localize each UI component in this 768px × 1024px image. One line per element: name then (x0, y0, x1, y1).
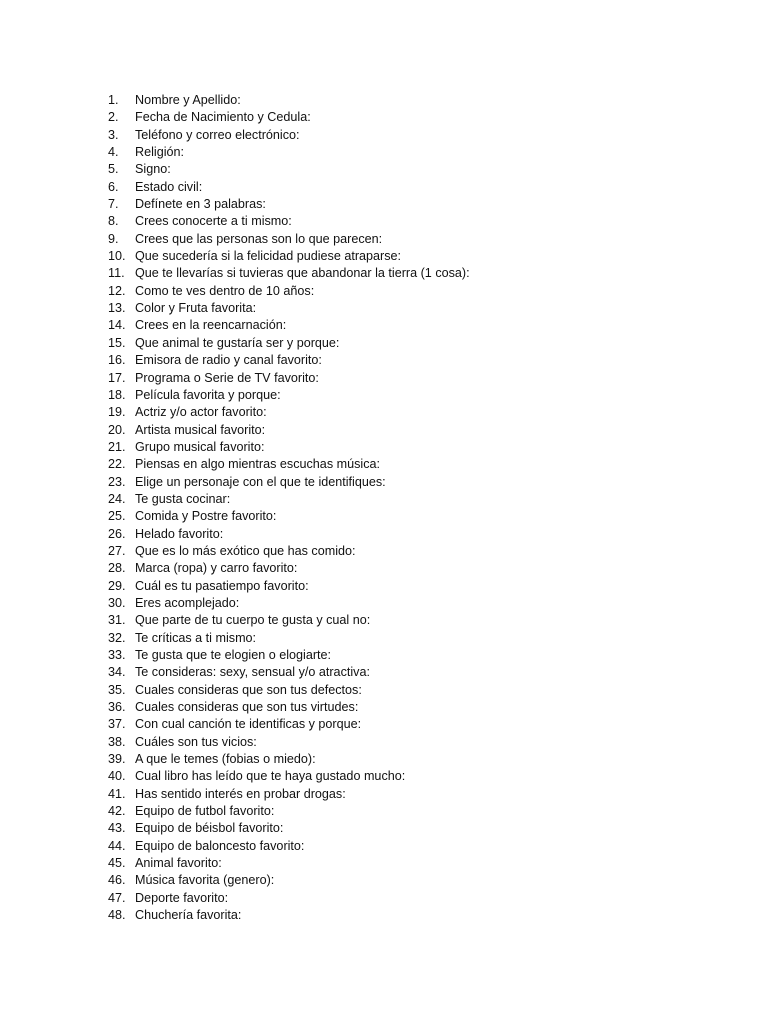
question-item (108, 786, 470, 803)
question-number: 7. (108, 197, 119, 212)
question-number: 33. (108, 648, 126, 662)
question-item (108, 803, 470, 820)
question-text: Crees que las personas son lo que parecen: (135, 231, 383, 246)
question-number: 1. (108, 93, 119, 107)
question-text: Cual libro has leído que te haya gustado mucho: (135, 769, 406, 784)
question-text: Cuales consideras que son tus defectos: (135, 682, 362, 697)
question-text: Que animal te gustaría ser y porque: (135, 335, 340, 350)
question-item (108, 491, 470, 508)
question-number: 38. (108, 734, 126, 749)
question-number: 9. (108, 231, 119, 246)
question-text: Música favorita (genero): (135, 873, 275, 888)
question-text: Deporte favorito: (135, 890, 229, 905)
question-item (108, 283, 470, 300)
question-number: 48. (108, 908, 126, 923)
question-number: 6. (108, 179, 119, 194)
question-number: 25. (108, 509, 126, 524)
question-item (108, 161, 470, 178)
question-text: Religión: (135, 145, 185, 160)
question-item (108, 647, 470, 664)
question-text: Equipo de béisbol favorito: (135, 821, 284, 836)
question-number: 37. (108, 717, 126, 732)
question-item (108, 526, 470, 543)
question-text: Crees conocerte a ti mismo: (135, 214, 292, 229)
question-item (108, 595, 470, 612)
question-item (108, 560, 470, 577)
question-item (108, 751, 470, 768)
question-number: 42. (108, 804, 126, 819)
question-number: 21. (108, 439, 126, 454)
question-number: 16. (108, 353, 126, 368)
question-item (108, 890, 470, 907)
question-number: 39. (108, 752, 126, 767)
question-text: Signo: (135, 162, 171, 177)
question-number: 10. (108, 249, 126, 264)
question-item (108, 127, 470, 144)
question-item (108, 612, 470, 629)
question-text: Defínete en 3 palabras: (135, 197, 266, 212)
question-text: Que parte de tu cuerpo te gusta y cual no: (135, 613, 371, 628)
question-text: Como te ves dentro de 10 años: (135, 283, 315, 298)
question-item (108, 682, 470, 699)
question-text: Equipo de baloncesto favorito: (135, 838, 305, 853)
question-number: 13. (108, 301, 126, 316)
question-item (108, 456, 470, 473)
question-number: 30. (108, 595, 126, 610)
question-item (108, 265, 470, 282)
question-text: Elige un personaje con el que te identifiques: (135, 474, 386, 489)
question-text: Teléfono y correo electrónico: (135, 127, 300, 142)
question-item (108, 872, 470, 889)
question-text: Color y Fruta favorita: (135, 301, 257, 316)
question-text: Estado civil: (135, 179, 203, 194)
question-text: Programa o Serie de TV favorito: (135, 370, 319, 385)
question-number: 47. (108, 890, 126, 905)
question-text: Te consideras: sexy, sensual y/o atractiva: (135, 665, 370, 680)
question-text: Artista musical favorito: (135, 422, 266, 437)
question-number: 35. (108, 682, 126, 697)
question-item (108, 630, 470, 647)
question-text: Marca (ropa) y carro favorito: (135, 561, 298, 576)
question-number: 15. (108, 335, 126, 350)
question-text: Nombre y Apellido: (135, 93, 241, 107)
question-item (108, 422, 470, 439)
question-item (108, 404, 470, 421)
question-item (108, 734, 470, 751)
question-number: 43. (108, 821, 126, 836)
question-item (108, 300, 470, 317)
question-item (108, 335, 470, 352)
question-text: Piensas en algo mientras escuchas música: (135, 457, 381, 472)
question-item (108, 699, 470, 716)
question-text: Que es lo más exótico que has comido: (135, 543, 356, 558)
question-item (108, 231, 470, 248)
question-text: Has sentido interés en probar drogas: (135, 786, 346, 801)
question-item (108, 716, 470, 733)
question-item (108, 439, 470, 456)
question-number: 2. (108, 110, 119, 125)
question-number: 3. (108, 127, 119, 142)
question-text: Comida y Postre favorito: (135, 509, 277, 524)
question-number: 45. (108, 856, 126, 871)
question-number: 41. (108, 786, 126, 801)
question-item (108, 855, 470, 872)
question-item (108, 144, 470, 161)
question-item (108, 248, 470, 265)
question-number: 17. (108, 370, 126, 385)
question-text: Te gusta cocinar: (135, 491, 231, 506)
question-number: 27. (108, 543, 126, 558)
question-number: 5. (108, 162, 119, 177)
question-number: 20. (108, 422, 126, 437)
question-text: Fecha de Nacimiento y Cedula: (135, 110, 311, 125)
question-number: 8. (108, 214, 119, 229)
question-text: Que sucedería si la felicidad pudiese atraparse: (135, 249, 402, 264)
question-text: Eres acomplejado: (135, 595, 240, 610)
question-number: 32. (108, 630, 126, 645)
question-item (108, 109, 470, 126)
question-number: 18. (108, 387, 126, 402)
question-number: 36. (108, 700, 126, 715)
question-item (108, 474, 470, 491)
question-number: 29. (108, 578, 126, 593)
question-item (108, 578, 470, 595)
question-text: Equipo de futbol favorito: (135, 804, 275, 819)
question-text: Cuáles son tus vicios: (135, 734, 257, 749)
question-item (108, 92, 470, 109)
question-list (108, 92, 470, 925)
question-item (108, 352, 470, 369)
question-text: Te críticas a ti mismo: (135, 630, 257, 645)
question-text: A que le temes (fobias o miedo): (135, 752, 316, 767)
question-number: 31. (108, 613, 126, 628)
question-item (108, 196, 470, 213)
question-text: Que te llevarías si tuvieras que abandonar la tierra (1 cosa): (135, 266, 470, 281)
question-number: 11. (108, 266, 125, 281)
question-number: 23. (108, 474, 126, 489)
question-item (108, 179, 470, 196)
question-text: Helado favorito: (135, 526, 224, 541)
question-text: Grupo musical favorito: (135, 439, 265, 454)
question-item (108, 508, 470, 525)
question-text: Actriz y/o actor favorito: (135, 405, 267, 420)
question-number: 12. (108, 283, 126, 298)
question-number: 44. (108, 838, 126, 853)
question-text: Crees en la reencarnación: (135, 318, 287, 333)
question-item (108, 543, 470, 560)
question-text: Te gusta que te elogien o elogiarte: (135, 648, 332, 662)
question-text: Chuchería favorita: (135, 908, 242, 923)
question-item (108, 820, 470, 837)
question-number: 22. (108, 457, 126, 472)
question-item (108, 664, 470, 681)
question-text: Cuales consideras que son tus virtudes: (135, 700, 359, 715)
question-number: 14. (108, 318, 126, 333)
question-number: 46. (108, 873, 126, 888)
question-item (108, 838, 470, 855)
question-number: 28. (108, 561, 126, 576)
question-number: 26. (108, 526, 126, 541)
question-text: Emisora de radio y canal favorito: (135, 353, 322, 368)
question-number: 19. (108, 405, 126, 420)
question-item (108, 317, 470, 334)
question-item (108, 387, 470, 404)
question-number: 24. (108, 491, 126, 506)
question-text: Cuál es tu pasatiempo favorito: (135, 578, 309, 593)
question-text: Con cual canción te identificas y porque: (135, 717, 362, 732)
question-item (108, 370, 470, 387)
question-item (108, 907, 470, 924)
question-text: Película favorita y porque: (135, 387, 281, 402)
question-number: 4. (108, 145, 119, 160)
question-text: Animal favorito: (135, 856, 222, 871)
question-number: 34. (108, 665, 126, 680)
question-item (108, 768, 470, 785)
question-number: 40. (108, 769, 126, 784)
question-item (108, 213, 470, 230)
